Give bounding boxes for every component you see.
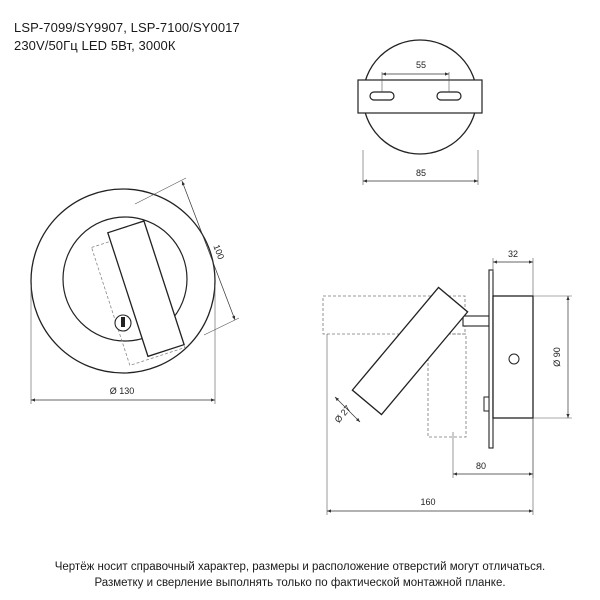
dim-total-length: 160 bbox=[420, 497, 436, 507]
front-view bbox=[31, 178, 239, 404]
tilted-lamp-head bbox=[352, 287, 467, 414]
dim-arm-offset: 80 bbox=[475, 461, 487, 471]
dim-front-diameter: Ø 130 bbox=[109, 386, 135, 396]
arm-tube bbox=[463, 316, 489, 326]
side-view bbox=[323, 249, 572, 515]
dim-base-depth: 32 bbox=[507, 249, 519, 259]
mounting-plate-view bbox=[358, 40, 482, 185]
model-numbers: LSP-7099/SY9907, LSP-7100/SY0017 bbox=[14, 20, 240, 35]
dim-hole-spacing: 55 bbox=[415, 60, 427, 70]
disclaimer-line-1: Чертёж носит справочный характер, размеры и расположение отверстий могут отличаться. bbox=[54, 561, 546, 573]
electrical-specs: 230V/50Гц LED 5Вт, 3000К bbox=[14, 38, 176, 53]
mount-slot-left bbox=[370, 92, 394, 100]
side-switch bbox=[484, 397, 489, 411]
dim-head-diameter: Ø 27 bbox=[332, 403, 353, 425]
dim-base-diameter: Ø 90 bbox=[552, 347, 562, 367]
mount-slot-right bbox=[437, 92, 461, 100]
base-switch-icon bbox=[509, 354, 519, 364]
dim-arm-length: 100 bbox=[211, 243, 227, 261]
dim-mount-width: 85 bbox=[415, 168, 427, 178]
disclaimer-line-2: Разметку и сверление выполнять только по фактической монтажной планке. bbox=[94, 577, 506, 589]
